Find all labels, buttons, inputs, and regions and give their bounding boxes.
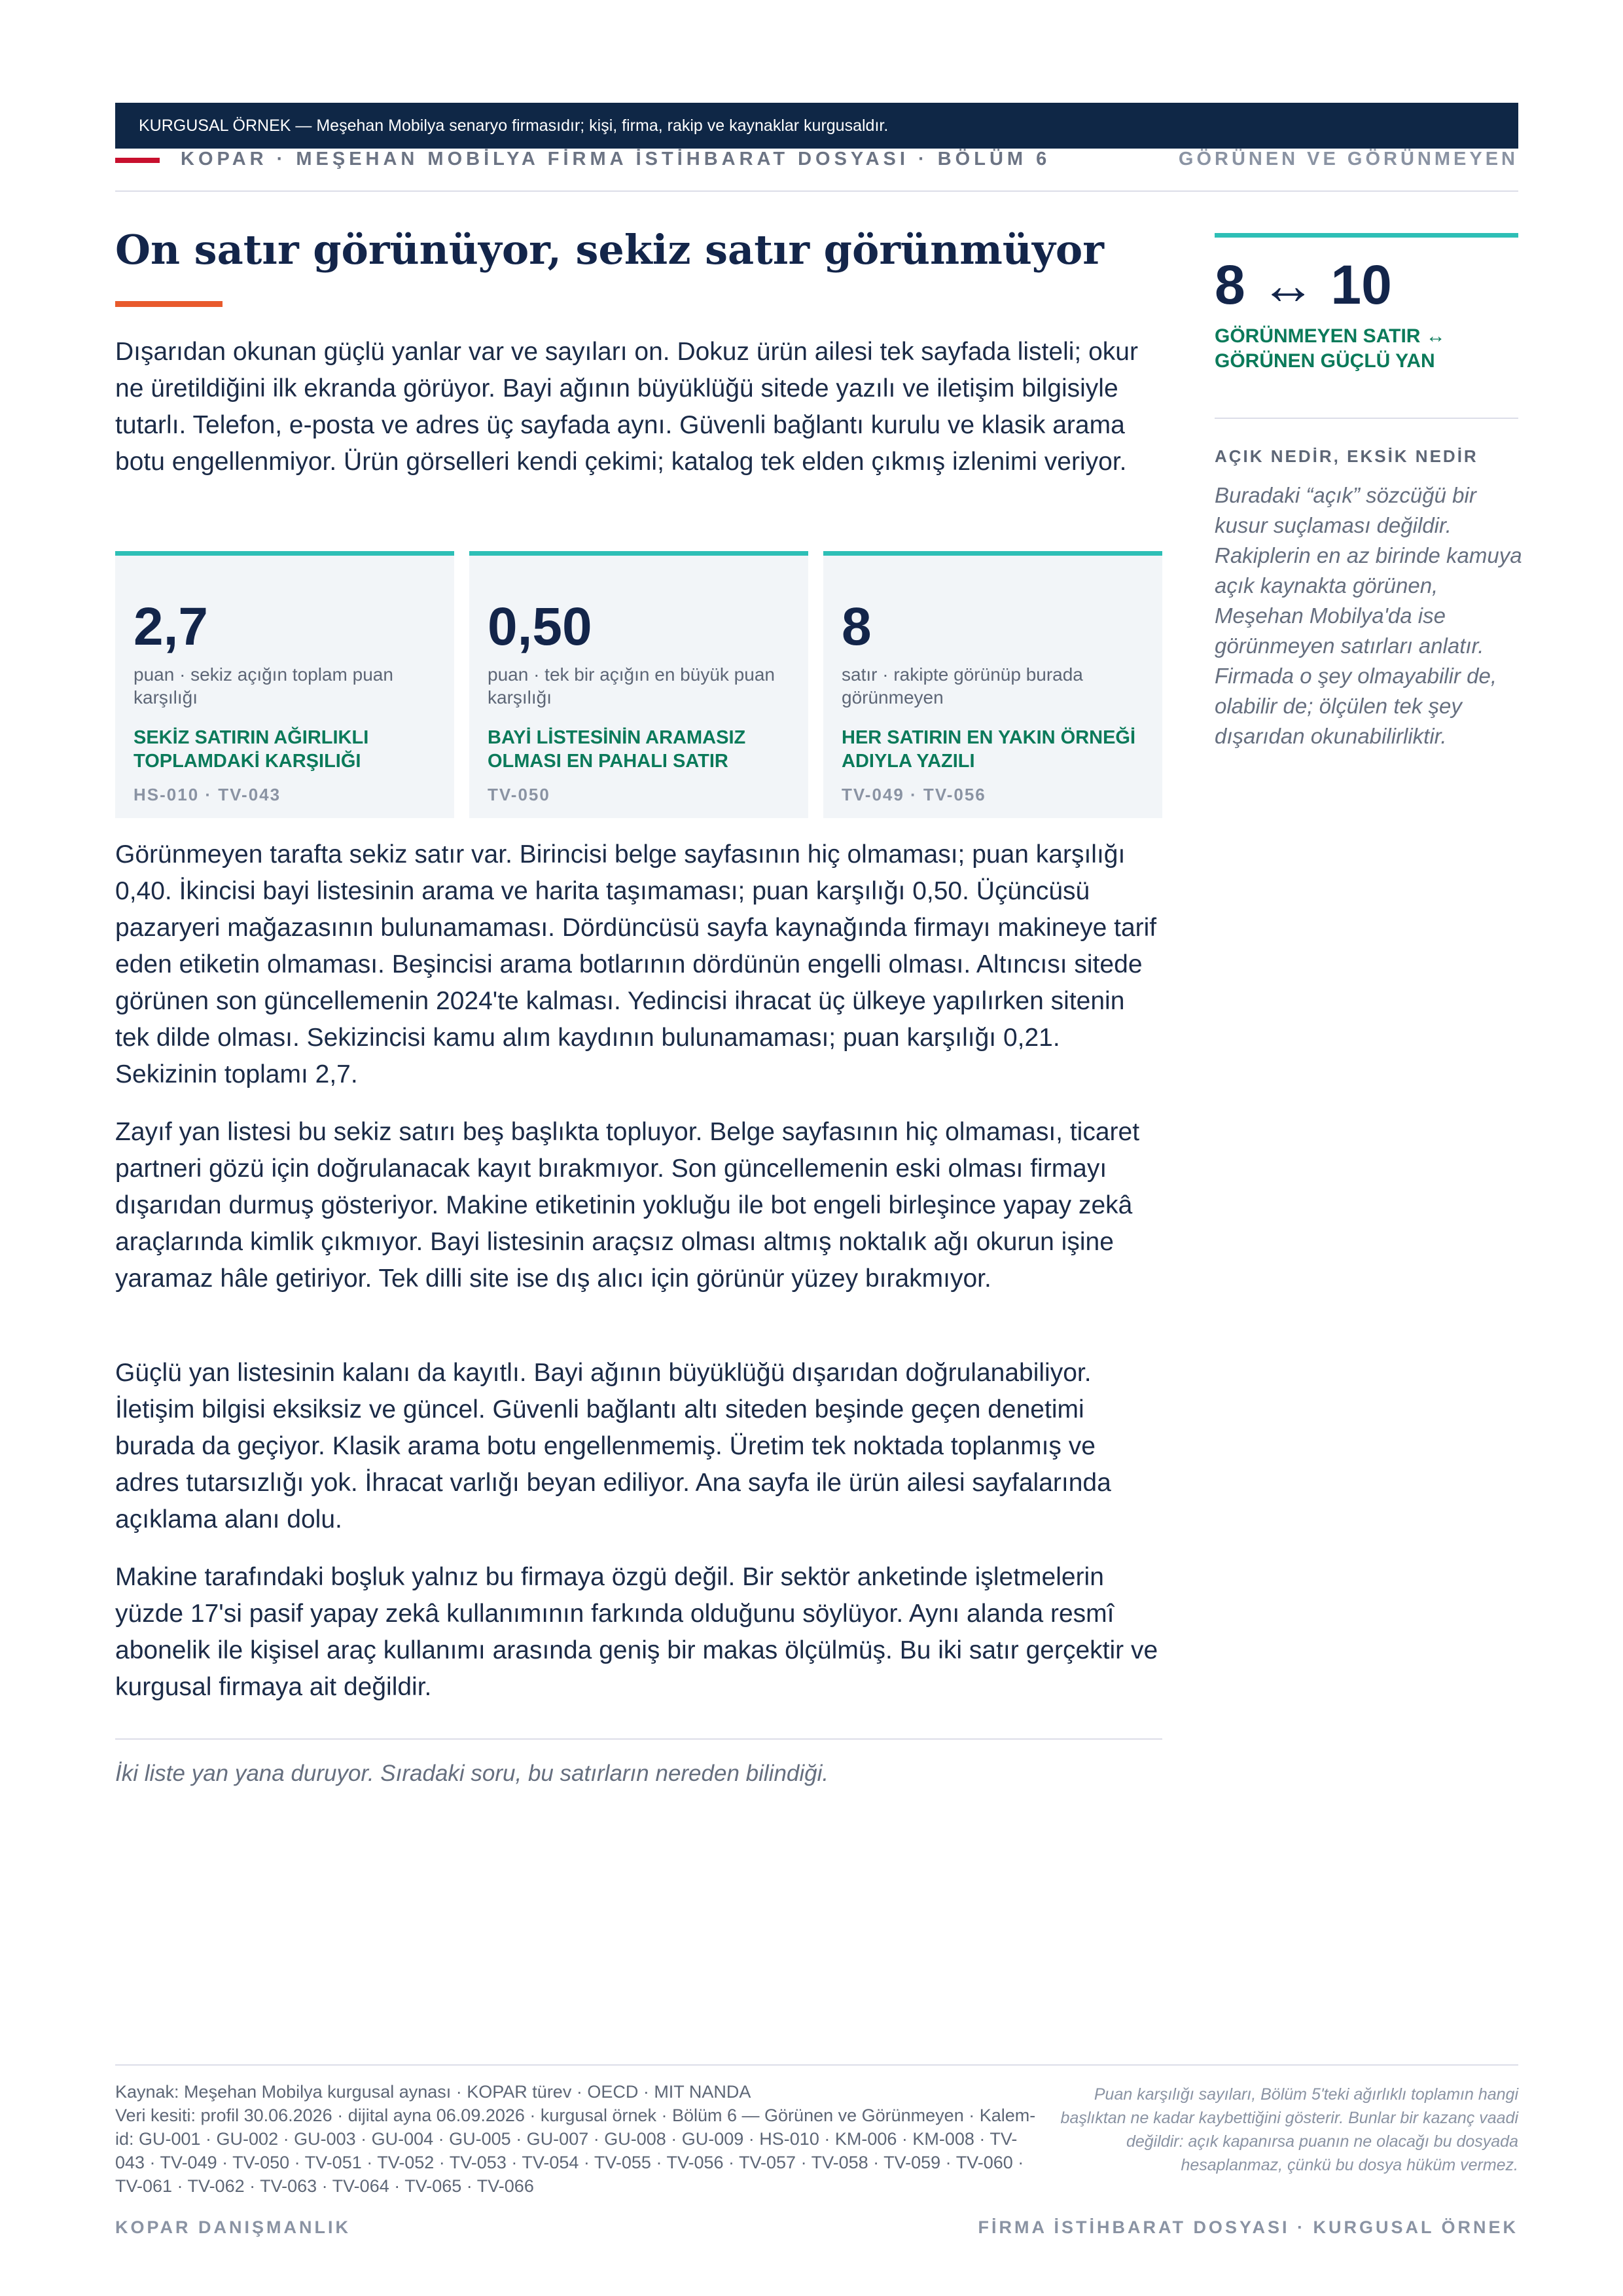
section-divider: [115, 1738, 1162, 1740]
footer-note: Puan karşılığı sayıları, Bölüm 5'teki ağırlıklı toplamın hangi başlıktan ne kadar kaybettiğini gösterir. Bunlar bir kazanç vaadi değildir: açık kapanırsa puanın ne olacağı bu dosyada hesaplanmaz, çünkü bu dosya hüküm vermez.: [1060, 2085, 1518, 2174]
footer-brand: KOPAR DANIŞMANLIK: [115, 2217, 351, 2237]
stat-highlight: BAYİ LİSTESİNİN ARAMASIZ OLMASI EN PAHALI SATIR: [488, 727, 746, 772]
running-header: [115, 149, 1518, 192]
stat-card-count: [823, 551, 1162, 818]
aside-heading: AÇIK NEDİR, EKSİK NEDİR: [1215, 446, 1478, 466]
header-section-title: KOPAR · MEŞEHAN MOBİLYA FİRMA İSTİHBARAT DOSYASI · BÖLÜM 6: [181, 149, 1051, 170]
stat-card-total: [115, 551, 454, 818]
title-underline: [115, 301, 223, 307]
stat-value: 2,7: [134, 597, 208, 656]
stat-value: 8: [842, 597, 872, 656]
footer-source-line: Kaynak: Meşehan Mobilya kurgusal aynası · KOPAR türev · OECD · MIT NANDA: [115, 2082, 751, 2102]
closing-note: İki liste yan yana duruyor. Sıradaki soru, bu satırların nereden bilindiği.: [115, 1761, 829, 1786]
stat-reference: TV-049 · TV-056: [842, 785, 986, 804]
aside-divider: [1215, 418, 1518, 419]
fiction-banner: KURGUSAL ÖRNEK — Meşehan Mobilya senaryo firmasıdır; kişi, firma, rakip ve kaynaklar kurgusaldır.: [115, 103, 1518, 149]
stat-reference: TV-050: [488, 785, 550, 804]
stat-cards: [115, 551, 1162, 818]
paragraph-strengths: Dışarıdan okunan güçlü yanlar var ve sayıları on. Dokuz ürün ailesi tek sayfada listeli; okur ne üretildiğini ilk ekranda görüyor. Bayi ağının büyüklüğü sitede yazılı ve iletişim bilgisiyle tutarlı. Telefon, e-posta ve adres üç sayfada aynı. Güvenli bağlantı kurulu ve klasik arama botu engellenmiyor. Ürün görselleri kendi çekimi; katalog tek elden çıkmış izlenimi veriyor.: [115, 338, 1138, 476]
stat-description: puan · sekiz açığın toplam puan karşılığı: [134, 664, 393, 708]
footer-divider: [115, 2064, 1518, 2066]
paragraph-strength-rest: Güçlü yan listesinin kalanı da kayıtlı. Bayi ağının büyüklüğü dışarıdan doğrulanabiliyor. İletişim bilgisi eksiksiz ve güncel. Güvenli bağlantı altı siteden beşinde geçen denetimi burada da geçiyor. Klasik arama botu engellenmemiş. Üretim tek noktada toplanmış ve adres tutarsızlığı yok. İhracat varlığı beyan ediliyor. Ana sayfa ile ürün ailesi sayfalarında açıklama alanı dolu.: [115, 1359, 1111, 1534]
stat-highlight: HER SATIRIN EN YAKIN ÖRNEĞİ ADIYLA YAZILI: [842, 727, 1136, 772]
paragraph-sector-context: Makine tarafındaki boşluk yalnız bu firmaya özgü değil. Bir sektör anketinde işletmelerin yüzde 17'si pasif yapay zekâ kullanımının farkında olduğunu söylüyor. Aynı alanda resmî abonelik ile kişisel araç kullanımı arasında geniş bir makas ölçülmüş. Bu iki satır gerçektir ve kurgusal firmaya ait değildir.: [115, 1563, 1158, 1701]
page-title: On satır görünüyor, sekiz satır görünmüyor: [115, 226, 1104, 274]
aside-text: Buradaki “açık” sözcüğü bir kusur suçlaması değildir. Rakiplerin en az birinde kamuya açık kaynakta görünen, Meşehan Mobilya'da ise görünmeyen satırları anlatır. Firmada o şey olmayabilir de, olabilir de; ölçülen tek şey dışarıdan okunabilirliktir.: [1215, 483, 1522, 748]
stat-description: satır · rakipte görünüp burada görünmeyen: [842, 664, 1083, 708]
footer-document-type: FİRMA İSTİHBARAT DOSYASI · KURGUSAL ÖRNEK: [978, 2217, 1518, 2237]
stat-description: puan · tek bir açığın en büyük puan karşılığı: [488, 664, 775, 708]
stat-reference: HS-010 · TV-043: [134, 785, 281, 804]
aside-accent-bar: [1215, 233, 1518, 238]
footer-sources: [115, 2080, 1044, 2198]
aside-big-number: 8 ↔ 10: [1215, 254, 1392, 315]
header-accent-bar: [115, 158, 160, 163]
stat-card-largest: [469, 551, 808, 818]
paragraph-gaps: Görünmeyen tarafta sekiz satır var. Birincisi belge sayfasının hiç olmaması; puan karşılığı 0,40. İkincisi bayi listesinin arama ve harita taşımaması; puan karşılığı 0,50. Üçüncüsü pazaryeri mağazasının bulunamaması. Dördüncüsü sayfa kaynağında firmayı makineye tarif eden etiketin olmaması. Beşincisi arama botlarının dördünün engelli olması. Altıncısı sitede görünen son güncellemenin 2024'te kalması. Yedincisi ihracat üç ülkeye yapılırken sitenin tek dilde olması. Sekizincisi kamu alım kaydının bulunamaması; puan karşılığı 0,21. Sekizinin toplamı 2,7.: [115, 840, 1157, 1088]
footer-data-cut: Veri kesiti: profil 30.06.2026 · dijital ayna 06.09.2026 · kurgusal örnek · Bölüm 6 — Görünen ve Görünmeyen · Kalem-id: GU-001 · GU-002 · GU-003 · GU-004 · GU-005 · GU-007 · GU-008 · GU-009 · HS-010 · KM-006 · KM-008 · TV-043 · TV-049 · TV-050 · TV-051 · TV-052 · TV-053 · TV-054 · TV-055 · TV-056 · TV-057 · TV-058 · TV-059 · TV-060 · TV-061 · TV-062 · TV-063 · TV-064 · TV-065 · TV-066: [115, 2106, 1036, 2196]
stat-value: 0,50: [488, 597, 592, 656]
aside-big-label: GÖRÜNMEYEN SATIR ↔ GÖRÜNEN GÜÇLÜ YAN: [1215, 325, 1446, 372]
header-chapter-name: GÖRÜNEN VE GÖRÜNMEYEN: [1178, 149, 1518, 170]
paragraph-weakness-summary: Zayıf yan listesi bu sekiz satırı beş başlıkta topluyor. Belge sayfasının hiç olmaması, ticaret partneri gözü için doğrulanacak kayıt bırakmıyor. Son güncellemenin eski olması firmayı dışarıdan durmuş gösteriyor. Makine etiketinin yokluğu ile bot engeli birleşince yapay zekâ araçlarında kimlik çıkmıyor. Bayi listesinin araçsız olması altmış noktalık ağı okurun işine yaramaz hâle getiriyor. Tek dilli site ise dış alıcı için görünür yüzey bırakmıyor.: [115, 1118, 1140, 1293]
stat-highlight: SEKİZ SATIRIN AĞIRLIKLI TOPLAMDAKİ KARŞILIĞI: [134, 727, 369, 772]
